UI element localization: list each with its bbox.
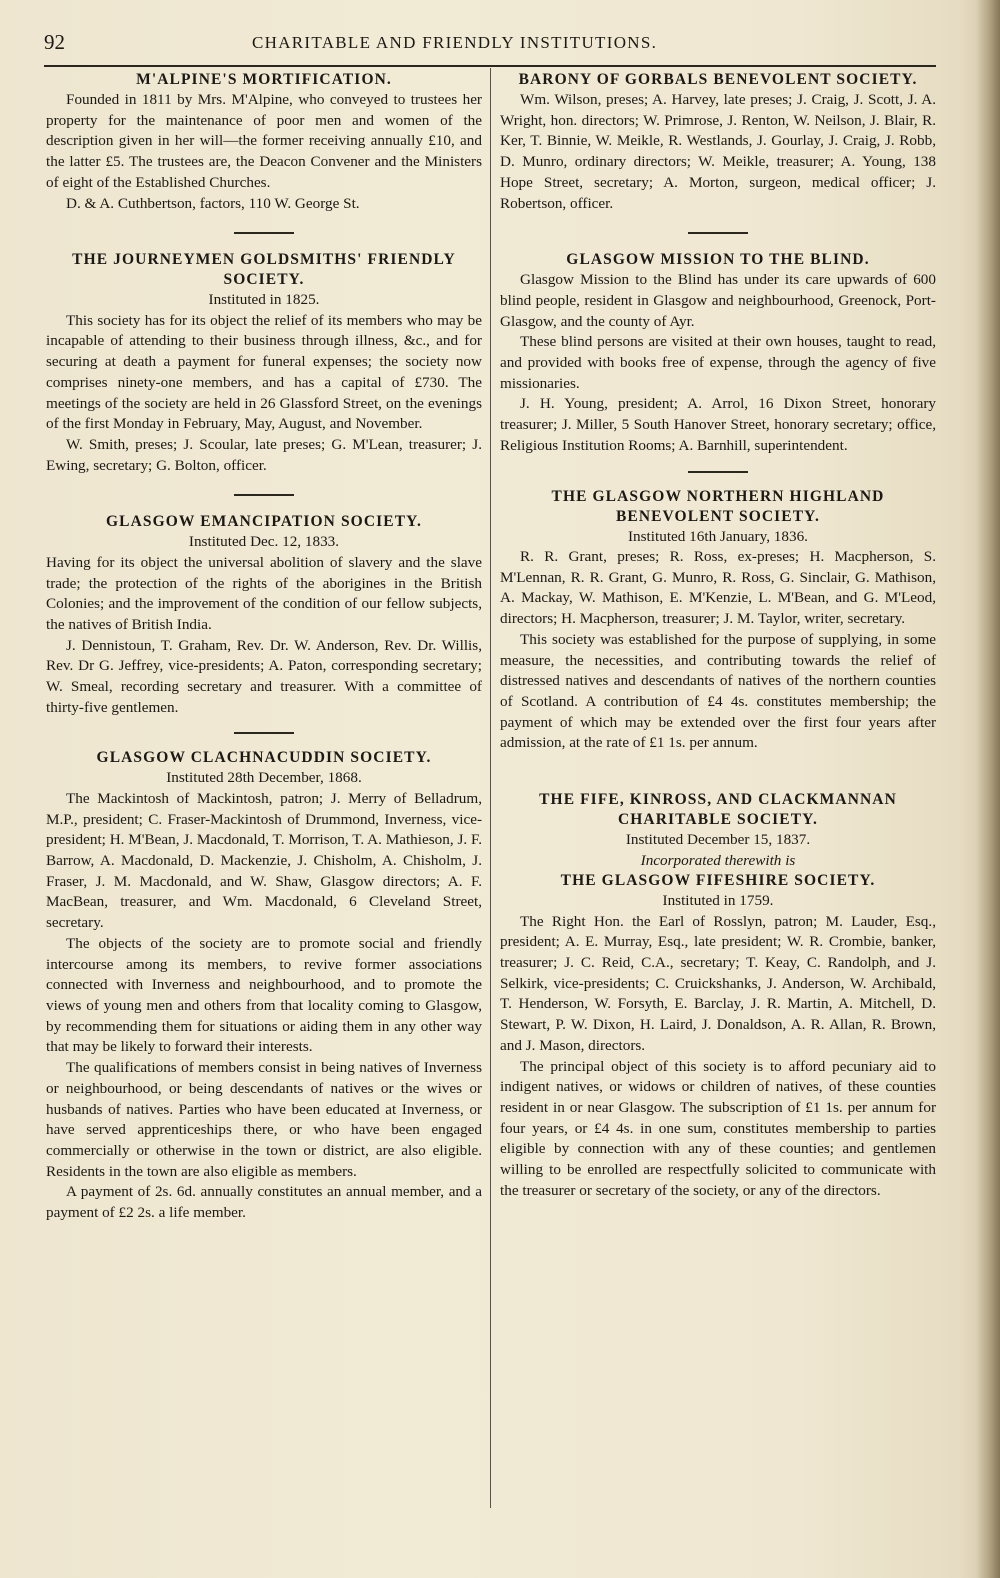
section-separator <box>688 471 748 473</box>
section-title: THE GLASGOW NORTHERN HIGHLAND BENEVOLENT SOCIETY. <box>551 487 885 525</box>
section-separator <box>234 732 294 734</box>
section-title: THE FIFE, KINROSS, AND CLACKMANNAN CHARITABLE SOCIETY. <box>539 791 897 829</box>
paragraph: D. & A. Cuthbertson, factors, 110 W. George St. <box>66 194 360 212</box>
section-separator <box>234 494 294 496</box>
paragraph: This society has for its object the relief of its members who may be incapable of attending to their business through illness, &c., and for securing at death a payment for funeral expenses; the society now comprises ninety-one members, and has a capital of £730. The meetings of the society are held in 26 Glassford Street, on the evenings of the first Monday in February, May, August, and November. <box>46 311 482 433</box>
paragraph: These blind persons are visited at their own houses, taught to read, and provided with books free of expense, through the agency of five missionaries. <box>500 333 936 392</box>
page-number: 92 <box>44 30 65 54</box>
section-fife-kinross-clackmannan <box>500 790 936 1201</box>
section-title: GLASGOW EMANCIPATION SOCIETY. <box>106 513 422 531</box>
paragraph: Having for its object the universal abolition of slavery and the slave trade; the protection of the rights of the aborigines in the British Colonies; and the improvement of the condition of our fellow subjects, the natives of British India. <box>46 553 482 633</box>
paragraph: R. R. Grant, preses; R. Ross, ex-preses; H. Macpherson, S. M'Lennan, R. R. Grant, G. Munro, R. Ross, G. Sinclair, G. Mathison, A. Mackay, W. Mathison, E. M'Kenzie, L. M'Bean, and G. M'Leod, directors; H. Macpherson, treasurer; J. M. Taylor, writer, secretary. <box>500 548 936 628</box>
running-title: CHARITABLE AND FRIENDLY INSTITUTIONS. <box>252 33 658 52</box>
instituted-line: Instituted December 15, 1837. <box>625 831 811 849</box>
paragraph: The principal object of this society is to afford pecuniary aid to indigent natives, or widows or children of natives, of these counties resident in or near Glasgow. The subscription of £1 1s. per annum for four years, or £4 4s. in one sum, constitutes membership to parties eligible by connection with any of these counties; and gentlemen willing to be enrolled are respectfully solicited to communicate with the treasurer or secretary of the society, or any of the directors. <box>500 1057 936 1199</box>
paragraph: The objects of the society are to promote social and friendly intercourse among its members, to revive former associations connected with Inverness and neighbourhood, and to promote the views of young men and others from that locality coming to Glasgow, by recommending them for situations or aiding them in any other way that may be likely to forward their interests. <box>46 934 482 1056</box>
right-column <box>500 70 936 1201</box>
incorporated-note: Incorporated therewith is <box>640 851 796 869</box>
paragraph: The Mackintosh of Mackintosh, patron; J. Merry of Belladrum, M.P., president; C. Fraser-Mackintosh of Drummond, Inverness, vice-president; H. M'Bean, J. Macdonald, T. Morrison, T. A. Mathieson, J. F. Barrow, A. Macdonald, D. Mackenzie, J. Chisholm, A. Chisholm, J. Fraser, J. M. Macdonald, and W. Shaw, Glasgow directors; A. F. MacBean, treasurer, and Wm. Macdonald, 6 Cleveland Street, secretary. <box>46 789 482 932</box>
section-subtitle: THE GLASGOW FIFESHIRE SOCIETY. <box>560 872 876 890</box>
instituted-line: Instituted in 1825. <box>208 291 320 309</box>
section-title: BARONY OF GORBALS BENEVOLENT SOCIETY. <box>518 71 918 88</box>
section-gorbals-benevolent <box>500 70 936 214</box>
section-clachnacuddin-society <box>46 748 482 1223</box>
instituted-line: Instituted 28th December, 1868. <box>166 769 362 787</box>
paragraph: The Right Hon. the Earl of Rosslyn, patron; M. Lauder, Esq., president; A. E. Murray, Esq., late president; W. R. Crombie, banker, treasurer; J. C. Reid, C.A., secretary; T. Keay, C. Randolph, and J. Selkirk, vice-presidents; C. Cruickshanks, J. Anderson, W. Archibald, T. Henderson, W. Forsyth, E. Barclay, J. R. Martin, A. Mitchell, D. Stewart, P. W. Dixon, H. Laird, J. Donaldson, A. R. Allan, R. Brown, and J. Mason, directors. <box>500 912 936 1054</box>
paragraph: J. H. Young, president; A. Arrol, 16 Dixon Street, honorary treasurer; J. Miller, 5 South Hanover Street, honorary secretary; office, Religious Institution Rooms; A. Barnhill, superintendent. <box>500 395 936 454</box>
instituted-line: Instituted 16th January, 1836. <box>628 527 808 545</box>
paragraph: W. Smith, preses; J. Scoular, late preses; G. M'Lean, treasurer; J. Ewing, secretary; G. Bolton, officer. <box>46 435 482 474</box>
paragraph: Founded in 1811 by Mrs. M'Alpine, who conveyed to trustees her property for the maintenance of poor men and women of the description given in her will—the former receiving annually £10, and the latter £5. The trustees are, the Deacon Convener and the Ministers of eight of the Established Churches. <box>46 91 482 191</box>
section-title: M'ALPINE'S MORTIFICATION. <box>136 71 392 88</box>
section-separator <box>688 232 748 234</box>
instituted-line: Instituted Dec. 12, 1833. <box>188 533 340 551</box>
section-separator <box>234 232 294 234</box>
header-rule <box>44 65 936 67</box>
paragraph: The qualifications of members consist in being natives of Inverness or neighbourhood, or being descendants of natives or the wives or husbands of natives. Parties who have been educated at Inverness, or have served apprenticeships there, or who have been engaged commercially or otherwise in the town or district, are also eligible. Residents in the town are also eligible as members. <box>46 1059 482 1180</box>
section-emancipation-society <box>46 512 482 718</box>
section-journeymen-goldsmiths <box>46 250 482 476</box>
section-northern-highland <box>500 487 936 755</box>
section-malpine-mortification <box>46 70 482 214</box>
page-gutter-shadow <box>976 0 1000 1578</box>
section-title: THE JOURNEYMEN GOLDSMITHS' FRIENDLY SOCIETY. <box>72 251 456 289</box>
paragraph: Wm. Wilson, preses; A. Harvey, late preses; J. Craig, J. Scott, J. A. Wright, hon. directors; W. Primrose, J. Renton, W. Neilson, J. Blair, R. Ker, T. Binnie, W. Meikle, R. Westlands, J. Gourlay, J. Craig, J. Robb, D. Munro, ordinary directors; W. Meikle, treasurer; A. Young, 138 Hope Street, secretary; A. Morton, surgeon, medical officer; J. Robertson, officer. <box>500 91 936 212</box>
section-title: GLASGOW CLACHNACUDDIN SOCIETY. <box>96 749 432 767</box>
section-mission-to-blind <box>500 250 936 456</box>
instituted-line: Instituted in 1759. <box>662 892 774 910</box>
paragraph: Glasgow Mission to the Blind has under its care upwards of 600 blind people, resident in Glasgow and neighbourhood, Greenock, Port-Glasgow, and the county of Ayr. <box>500 271 936 330</box>
column-divider <box>490 68 491 1508</box>
paragraph: This society was established for the purpose of supplying, in some measure, the necessities, and contributing towards the relief of distressed natives and descendants of natives of the northern counties of Scotland. A contribution of £4 4s. constitutes membership; the payment of which may be extended over the first four years after admission, at the rate of £1 1s. per annum. <box>500 630 936 752</box>
paragraph: J. Dennistoun, T. Graham, Rev. Dr. W. Anderson, Rev. Dr. Willis, Rev. Dr G. Jeffrey, vice-presidents; A. Paton, corresponding secretary; W. Smeal, recording secretary and treasurer. With a committee of thirty-five gentlemen. <box>46 636 482 716</box>
paragraph: A payment of 2s. 6d. annually constitutes an annual member, and a payment of £2 2s. a life member. <box>46 1183 482 1222</box>
section-title: GLASGOW MISSION TO THE BLIND. <box>566 251 870 269</box>
left-column <box>46 70 482 1224</box>
